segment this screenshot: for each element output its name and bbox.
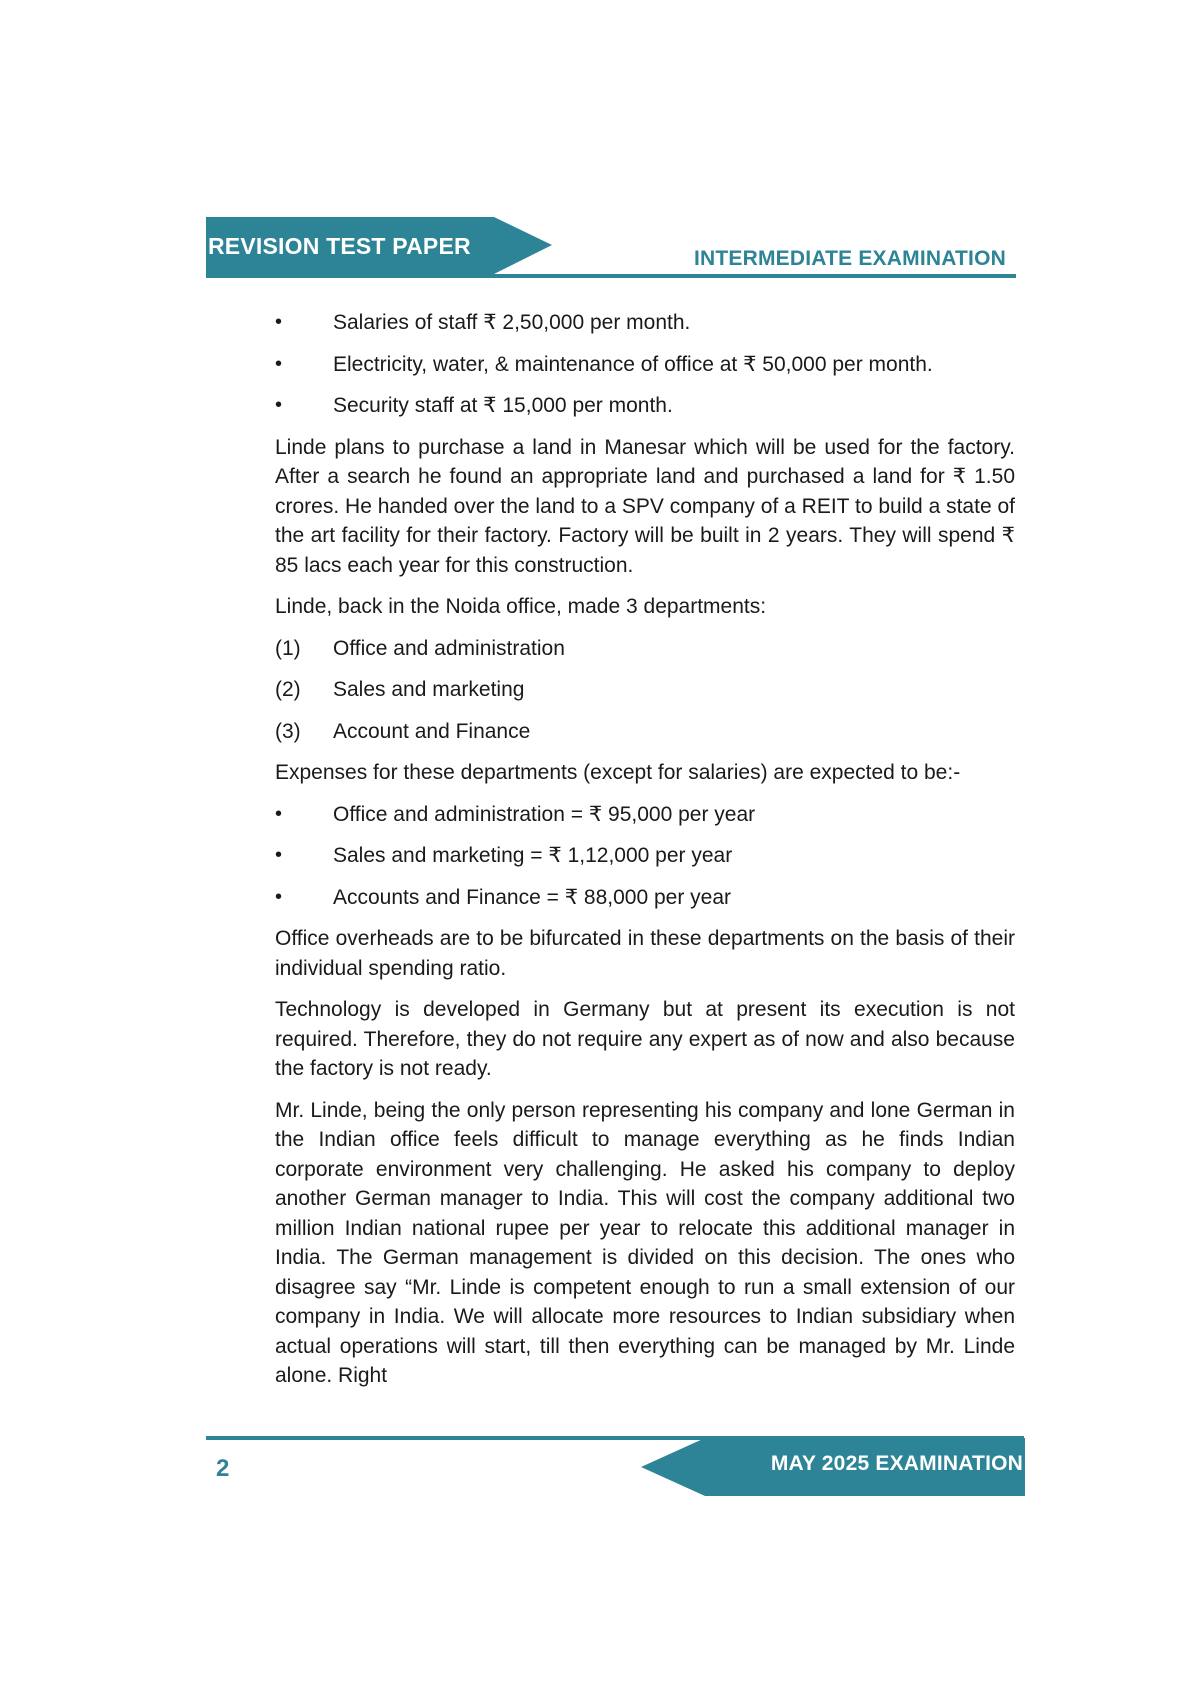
bullet-marker: • bbox=[275, 844, 283, 866]
department-label: Account and Finance bbox=[333, 719, 531, 743]
bullet-marker: • bbox=[275, 394, 283, 416]
department-item bbox=[275, 634, 1015, 664]
page-content bbox=[275, 308, 1015, 1403]
department-number: (3) bbox=[275, 719, 301, 743]
bullet-marker: • bbox=[275, 311, 283, 333]
paragraph-departments: Linde, back in the Noida office, made 3 departments: bbox=[275, 595, 767, 618]
list-item bbox=[275, 841, 1015, 871]
bullet-marker: • bbox=[275, 885, 283, 908]
paragraph-land: Linde plans to purchase a land in Manesar which will be used for the factory. After a search he found an appropriate land and purchased a land for ₹ 1.50 crores. He handed over the land to a SPV company of a REIT to build a state of the art facility for their factory. Factory will be built in 2 years. They will spend ₹ 85 lacs each year for this construction. bbox=[275, 435, 1015, 577]
header-divider bbox=[206, 274, 1016, 278]
footer-banner bbox=[641, 1438, 1025, 1496]
list-item bbox=[275, 308, 1015, 338]
page-number: 2 bbox=[216, 1455, 230, 1482]
list-item-text: Electricity, water, & maintenance of office at ₹ 50,000 per month. bbox=[333, 352, 933, 376]
footer-banner-label: MAY 2025 EXAMINATION bbox=[770, 1452, 1023, 1475]
paragraph-expenses: Expenses for these departments (except for salaries) are expected to be:- bbox=[275, 761, 961, 784]
list-item-text: Security staff at ₹ 15,000 per month. bbox=[333, 394, 673, 417]
bullet-marker: • bbox=[275, 352, 283, 375]
paragraph-technology: Technology is developed in Germany but at present its execution is not required. Therefore, they do not require any expert as of now and also because the factory is not ready. bbox=[275, 998, 1015, 1080]
department-item bbox=[275, 717, 1015, 747]
header-title: INTERMEDIATE EXAMINATION bbox=[693, 247, 1006, 270]
department-item bbox=[275, 675, 1015, 705]
list-item bbox=[275, 800, 1015, 830]
header-banner bbox=[206, 217, 552, 277]
header-banner-label: REVISION TEST PAPER bbox=[208, 233, 471, 259]
list-item-text: Accounts and Finance = ₹ 88,000 per year bbox=[333, 885, 732, 909]
department-number: (1) bbox=[275, 636, 301, 660]
paragraph-overheads: Office overheads are to be bifurcated in these departments on the basis of their individual spending ratio. bbox=[275, 927, 1015, 980]
list-item-text: Salaries of staff ₹ 2,50,000 per month. bbox=[333, 311, 691, 334]
department-label: Sales and marketing bbox=[333, 678, 525, 701]
list-item-text: Office and administration = ₹ 95,000 per year bbox=[333, 802, 756, 826]
paragraph-linde: Mr. Linde, being the only person representing his company and lone German in the Indian office feels difficult to manage everything as he finds Indian corporate environment very challenging. He asked his company to deploy another German manager to India. This will cost the company additional two million Indian national rupee per year to relocate this additional manager in India. The German management is divided on this decision. The ones who disagree say “Mr. Linde is competent enough to run a small extension of our company in India. We will allocate more resources to Indian subsidiary when actual operations will start, till then everything can be managed by Mr. Linde alone. Right bbox=[275, 1098, 1015, 1387]
list-item bbox=[275, 883, 1015, 913]
list-item bbox=[275, 391, 1015, 421]
department-label: Office and administration bbox=[333, 636, 565, 660]
list-item-text: Sales and marketing = ₹ 1,12,000 per year bbox=[333, 844, 733, 867]
bullet-marker: • bbox=[275, 802, 283, 825]
list-item bbox=[275, 350, 1015, 380]
department-number: (2) bbox=[275, 678, 301, 701]
